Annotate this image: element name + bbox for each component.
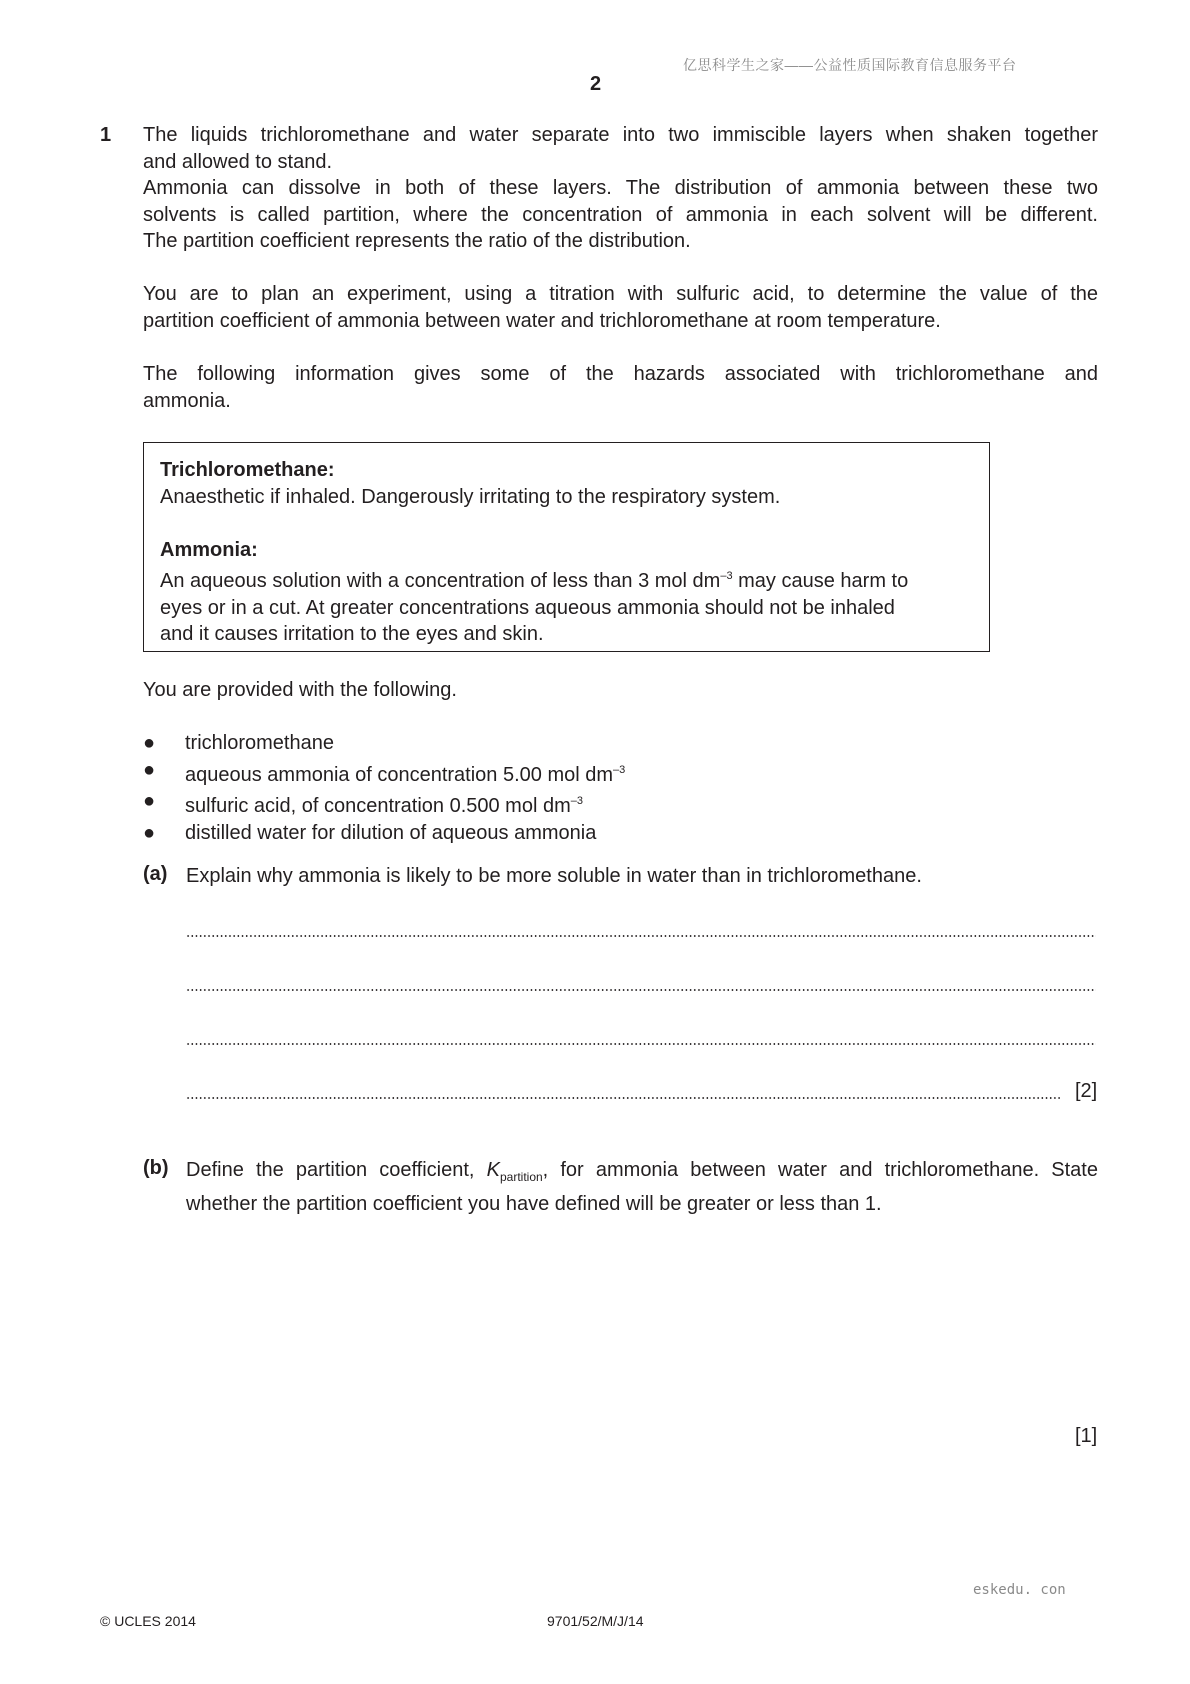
footer-paper-code: 9701/52/M/J/14 [547,1613,644,1629]
part-b-line: whether the partition coefficient you have defined will be greater or less than 1. [186,1192,882,1215]
footer-site: eskedu. con [973,1582,1066,1598]
intro-line: The partition coefficient represents the ratio of the distribution. [143,230,691,252]
list-item [143,788,625,820]
list-item-text: distilled water for dilution of aqueous ammonia [185,821,597,844]
trichloromethane-hazard-text: Anaesthetic if inhaled. Dangerously irritating to the respiratory system. [160,485,781,508]
bullet-icon: ● [143,790,156,812]
part-a-marks: [2] [1075,1080,1098,1102]
bullet-icon: ● [143,758,156,781]
k-symbol: K [486,1159,500,1181]
intro-line: and allowed to stand. [143,150,333,173]
trichloromethane-hazard-title: Trichloromethane: [160,459,335,481]
part-b-marks: [1] [1075,1425,1098,1447]
list-item-text: sulfuric acid, of concentration 0.500 mol dm [185,795,571,817]
watermark-text: 亿思科学生之家——公益性质国际教育信息服务平台 [683,57,1017,73]
ammonia-hazard-text: may cause harm to [732,570,909,592]
part-b-text: , for ammonia between water and trichloromethane. State [542,1159,1098,1181]
answer-line[interactable] [186,1097,1060,1099]
list-item [143,730,625,757]
footer-copyright: © UCLES 2014 [100,1613,196,1629]
provided-list [143,730,625,846]
intro-line: Ammonia can dissolve in both of these layers. The distribution of ammonia between these two [143,177,1098,199]
list-item-text: trichloromethane [185,732,334,754]
list-item [143,757,625,789]
ammonia-hazard-title: Ammonia: [160,538,258,561]
bullet-icon: ● [143,732,156,754]
k-subscript: partition [499,1170,543,1184]
unit-superscript: –3 [570,795,584,807]
answer-line[interactable] [186,989,1096,991]
list-item [143,820,625,847]
answer-line[interactable] [186,1043,1096,1045]
hazard-intro-line: The following information gives some of the hazards associated with trichloromethane and [143,363,1098,385]
intro-paragraph [143,122,1098,255]
hazard-intro-paragraph [143,361,1098,414]
ammonia-hazard-text: An aqueous solution with a concentration of less than 3 mol dm [160,570,721,592]
part-b-label: (b) [143,1157,169,1179]
part-b-text: Define the partition coefficient, [186,1159,487,1181]
hazard-box [143,442,990,652]
list-item-text: aqueous ammonia of concentration 5.00 mol dm [185,763,614,786]
part-a-question: Explain why ammonia is likely to be more soluble in water than in trichloromethane. [186,865,922,887]
intro-line: solvents is called partition, where the concentration of ammonia in each solvent will be different. [143,203,1098,226]
part-b-question [186,1157,1098,1217]
page-number: 2 [590,73,602,95]
part-b-line [186,1157,1098,1191]
plan-line: You are to plan an experiment, using a titration with sulfuric acid, to determine the value of the [143,283,1098,305]
bullet-icon: ● [143,821,156,844]
ammonia-hazard-line: eyes or in a cut. At greater concentrations aqueous ammonia should not be inhaled [160,596,895,619]
hazard-intro-line: ammonia. [143,389,231,412]
plan-line: partition coefficient of ammonia between water and trichloromethane at room temperature. [143,309,941,332]
ammonia-hazard-line: and it causes irritation to the eyes and skin. [160,623,544,645]
intro-line: The liquids trichloromethane and water separate into two immiscible layers when shaken together [143,124,1098,146]
unit-superscript: –3 [720,570,733,582]
plan-paragraph [143,281,1098,334]
provided-intro: You are provided with the following. [143,679,457,701]
part-a-label: (a) [143,863,168,885]
question-number: 1 [100,124,112,146]
answer-line[interactable] [186,935,1096,937]
unit-superscript: –3 [613,763,626,776]
ammonia-hazard-line [160,563,975,595]
